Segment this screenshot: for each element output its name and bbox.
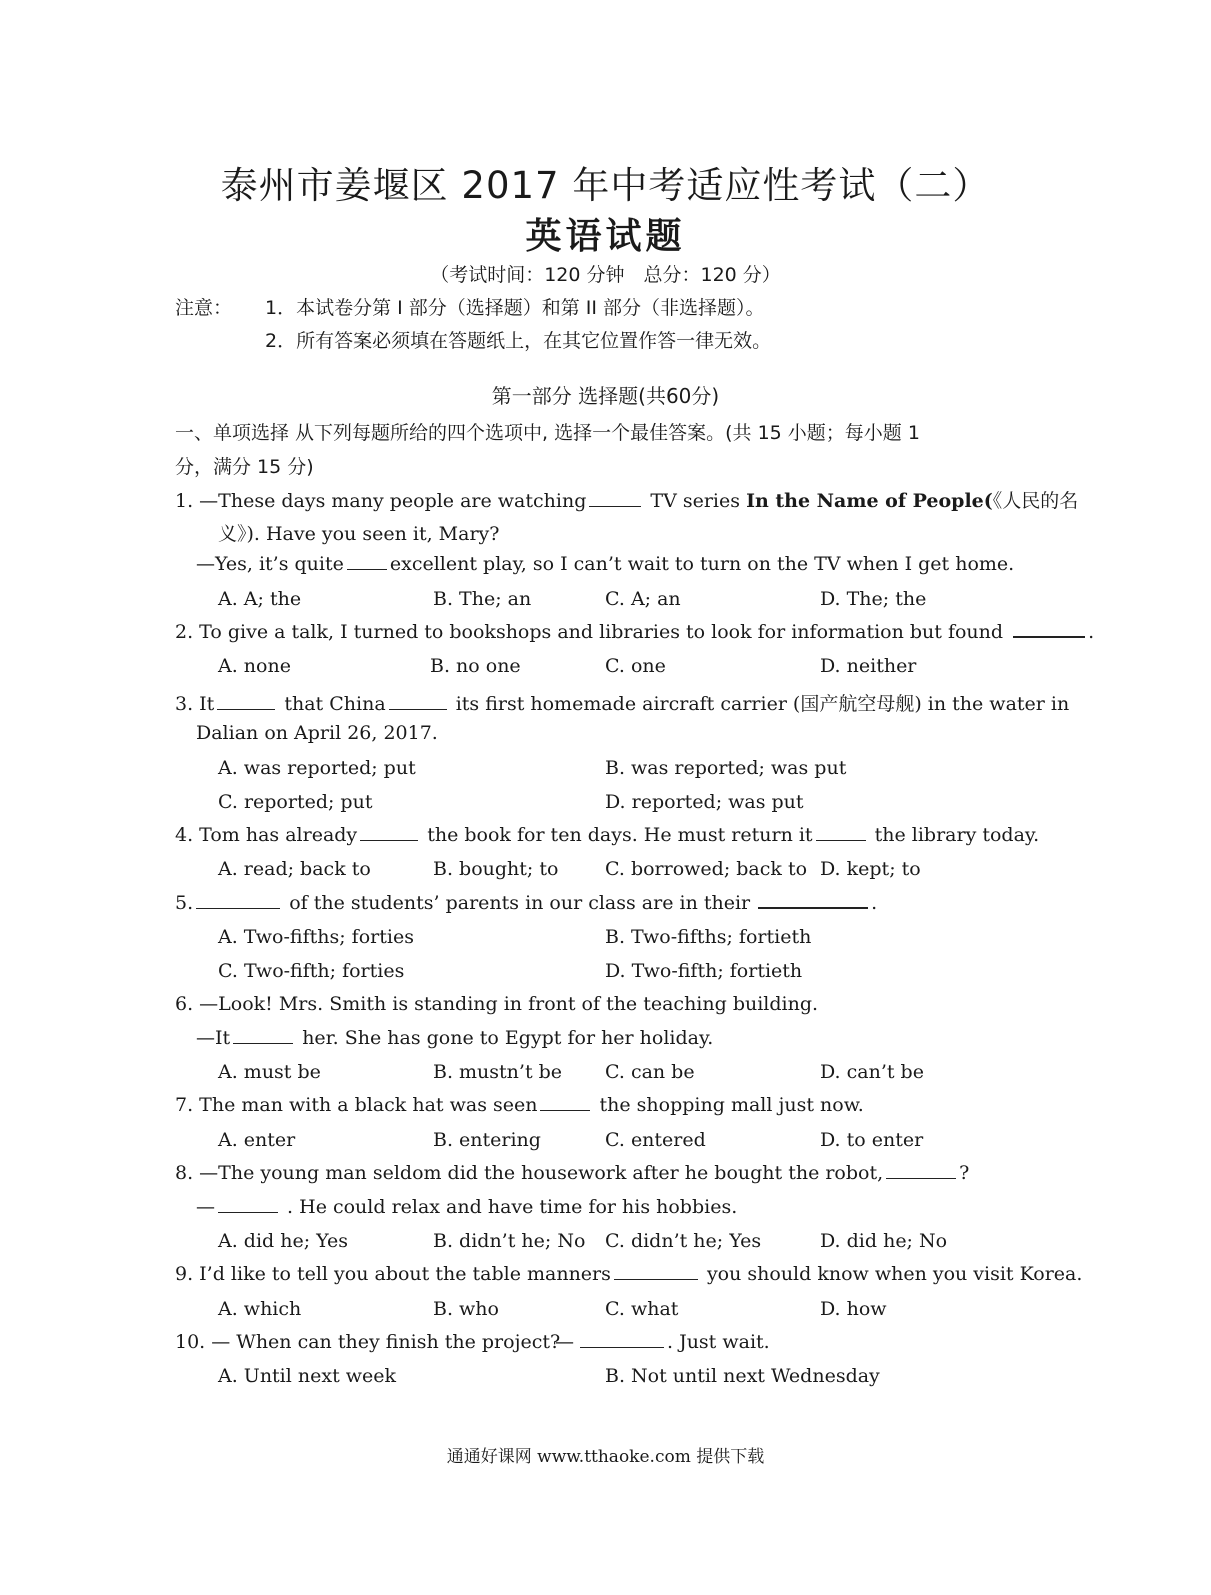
answer-blank	[614, 1265, 698, 1280]
q5-text-b: of the students’ parents in our class are in their	[289, 892, 751, 914]
q5-option-d: D. Two-fifth; fortieth	[605, 960, 803, 982]
q8-line-2	[196, 1196, 737, 1218]
q1-text-c: 《人民的名	[992, 490, 1079, 512]
q1-text-e: —Yes, it’s quite	[196, 553, 344, 575]
answer-blank	[389, 695, 447, 710]
answer-blank	[580, 1333, 664, 1348]
q1-option-b: B. The; an	[433, 588, 532, 610]
q5-option-a: A. Two-fifths; forties	[218, 926, 414, 948]
q5-text-a: 5.	[175, 892, 194, 914]
answer-blank	[196, 894, 280, 909]
answer-blank	[347, 555, 387, 570]
question-8	[175, 1162, 969, 1184]
q8-end: ?	[959, 1162, 970, 1184]
q3-text-c: its first homemade aircraft carrier (国产航空母舰) in the water in	[455, 693, 1070, 715]
exam-info: （考试时间：120 分钟 总分：120 分）	[430, 264, 781, 286]
q7-text-b: the shopping mall just now.	[599, 1094, 864, 1116]
q2-option-c: C. one	[605, 655, 666, 677]
q4-text-b: the book for ten days. He must return it	[427, 824, 813, 846]
section-intro: 一、单项选择 从下列每题所给的四个选项中, 选择一个最佳答案。(共 15 小题；每小题 1	[175, 422, 920, 444]
q4-text-c: the library today.	[874, 824, 1040, 846]
q2-option-d: D. neither	[820, 655, 917, 677]
part1-title: 第一部分 选择题(共60分)	[491, 384, 720, 408]
answer-blank	[540, 1096, 590, 1111]
q6-option-b: B. mustn’t be	[433, 1061, 563, 1083]
q1-text-f: excellent play, so I can’t wait to turn on the TV when I get home.	[389, 553, 1015, 575]
q7-option-b: B. entering	[433, 1129, 541, 1151]
q10-option-b: B. Not until next Wednesday	[605, 1365, 880, 1387]
answer-blank	[217, 695, 275, 710]
q1-option-a: A. A; the	[218, 588, 302, 610]
q6-option-a: A. must be	[218, 1061, 321, 1083]
q3-option-d: D. reported; was put	[605, 791, 804, 813]
q9-text-b: you should know when you visit Korea.	[706, 1263, 1083, 1285]
q1-option-c: C. A; an	[605, 588, 681, 610]
notice-item-2: 2．所有答案必须填在答题纸上，在其它位置作答一律无效。	[265, 330, 772, 352]
answer-blank	[218, 1198, 278, 1213]
answer-blank	[1013, 622, 1085, 638]
notice-label: 注意：	[175, 297, 233, 319]
answer-blank	[758, 893, 868, 909]
q4-text-a: 4. Tom has already	[175, 824, 358, 846]
q2-end: .	[1088, 621, 1095, 643]
q9-option-d: D. how	[820, 1298, 887, 1320]
q7-option-a: A. enter	[218, 1129, 296, 1151]
q8-text-c: . He could relax and have time for his hobbies.	[287, 1196, 738, 1218]
q4-option-b: B. bought; to	[433, 858, 559, 880]
question-5	[175, 892, 877, 914]
answer-blank	[816, 826, 866, 841]
question-6: 6. —Look! Mrs. Smith is standing in front of the teaching building.	[175, 993, 819, 1015]
q10-text-c: . Just wait.	[667, 1331, 770, 1353]
q10-text-b: —	[555, 1331, 574, 1353]
notice-item-1: 1．本试卷分第 I 部分（选择题）和第 II 部分（非选择题）。	[265, 297, 765, 319]
q2-option-a: A. none	[218, 655, 291, 677]
exam-subtitle: 英语试题	[525, 216, 686, 257]
q3-option-a: A. was reported; put	[218, 757, 416, 779]
q6-text-b: —It	[196, 1027, 231, 1049]
q2-option-b: B. no one	[430, 655, 521, 677]
answer-blank	[233, 1029, 293, 1044]
q9-option-c: C. what	[605, 1298, 679, 1320]
question-4	[175, 824, 1039, 846]
q2-text: 2. To give a talk, I turned to bookshops and libraries to look for information but found	[175, 621, 1004, 643]
answer-blank	[886, 1164, 956, 1179]
q1-text-b: TV series	[650, 490, 741, 512]
footer-source: 通通好课网 www.tthaoke.com 提供下载	[446, 1447, 765, 1467]
exam-title: 泰州市姜堰区 2017 年中考适应性考试（二）	[220, 164, 991, 207]
question-3	[175, 689, 1069, 716]
q10-option-a: A. Until next week	[218, 1365, 397, 1387]
q4-option-d: D. kept; to	[820, 858, 921, 880]
q1-drama-title: In the Name of People(	[746, 490, 993, 512]
q8-option-a: A. did he; Yes	[218, 1230, 349, 1252]
q6-line-2	[196, 1027, 713, 1049]
q5-option-b: B. Two-fifths; fortieth	[605, 926, 812, 948]
section-intro-cont: 分，满分 15 分)	[175, 456, 314, 478]
q5-option-c: C. Two-fifth; forties	[218, 960, 405, 982]
q1-line-2: 义》). Have you seen it, Mary?	[218, 523, 500, 545]
q9-text-a: 9. I’d like to tell you about the table manners	[175, 1263, 611, 1285]
question-9	[175, 1263, 1082, 1285]
answer-blank	[589, 492, 641, 507]
q8-option-b: B. didn’t he; No	[433, 1230, 586, 1252]
q8-text-b: —	[196, 1196, 215, 1218]
q10-answer-line	[555, 1331, 770, 1353]
q1-text-a: 1. —These days many people are watching	[175, 490, 587, 512]
q8-option-d: D. did he; No	[820, 1230, 948, 1252]
q7-option-d: D. to enter	[820, 1129, 924, 1151]
q6-text-c: her. She has gone to Egypt for her holiday.	[302, 1027, 714, 1049]
q3-text-a: 3. It	[175, 693, 215, 715]
q3-line-2: Dalian on April 26, 2017.	[196, 722, 438, 744]
q7-option-c: C. entered	[605, 1129, 706, 1151]
q8-text-a: 8. —The young man seldom did the housework after he bought the robot,	[175, 1162, 884, 1184]
question-10: 10. — When can they finish the project?	[175, 1331, 561, 1353]
q5-end: .	[871, 892, 878, 914]
q3-option-b: B. was reported; was put	[605, 757, 847, 779]
q8-option-c: C. didn’t he; Yes	[605, 1230, 762, 1252]
q6-option-d: D. can’t be	[820, 1061, 924, 1083]
q1-option-d: D. The; the	[820, 588, 927, 610]
q3-text-b: that China	[284, 693, 386, 715]
q9-option-a: A. which	[218, 1298, 302, 1320]
q4-option-a: A. read; back to	[218, 858, 371, 880]
question-2	[175, 621, 1094, 643]
question-1	[175, 486, 1078, 513]
question-7	[175, 1094, 864, 1116]
answer-blank	[360, 826, 418, 841]
q9-option-b: B. who	[433, 1298, 499, 1320]
q6-option-c: C. can be	[605, 1061, 695, 1083]
q4-option-c: C. borrowed; back to	[605, 858, 808, 880]
q3-option-c: C. reported; put	[218, 791, 373, 813]
q7-text-a: 7. The man with a black hat was seen	[175, 1094, 538, 1116]
q1-line-3	[196, 553, 1014, 575]
